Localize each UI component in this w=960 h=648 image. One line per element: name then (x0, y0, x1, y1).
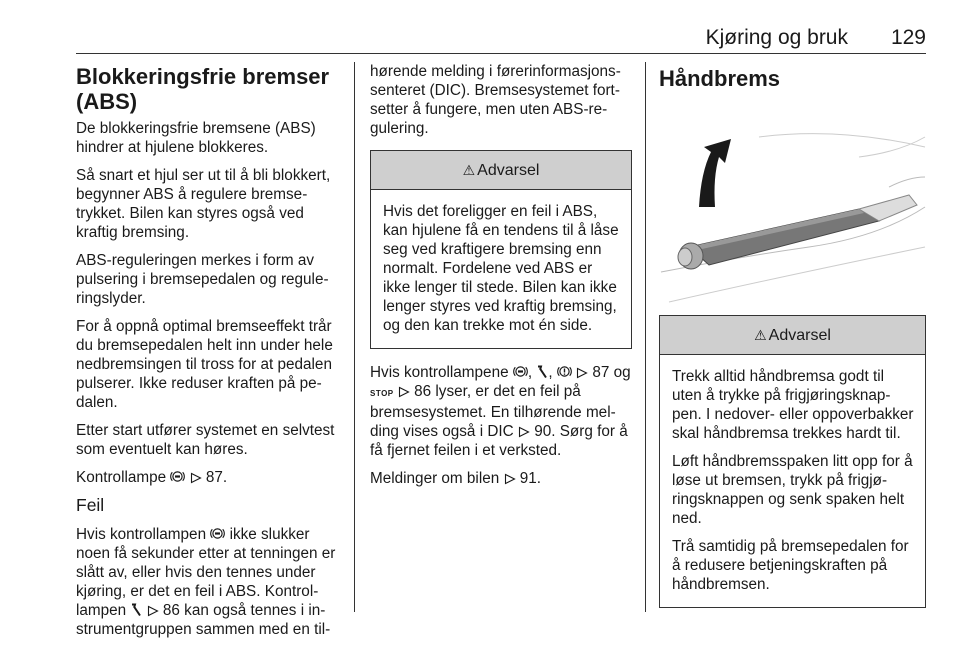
warning-header (371, 151, 631, 190)
page-reference-icon (147, 605, 159, 617)
column-3 (659, 62, 926, 622)
page-reference-icon (518, 426, 530, 438)
column-divider-1 (354, 62, 355, 612)
abs-warning-lamp-icon (513, 364, 528, 379)
text-span: 86 kan også tennes i instrumentgruppen sammen med en til- (76, 602, 331, 638)
section-title: Kjøring og bruk (705, 26, 848, 49)
column-divider-2 (645, 62, 646, 612)
page-reference-icon (576, 367, 588, 379)
page-header (76, 26, 926, 52)
abs-continued-paragraph: hørende melding i førerinformasjonssenteret (DIC). Bremsesystemet fortsetter å fungere, men uten ABS-regulering. (370, 63, 621, 137)
abs-paragraph-2: Så snart et hjul ser ut til å bli blokkert, begynner ABS å regulere bremsetrykket. Bilen kan styres også ved kraftig bremsing. (76, 167, 331, 241)
column-2 (370, 62, 632, 497)
fault-subheading: Feil (76, 495, 105, 515)
warning-text-3: Trå samtidig på bremsepedalen for å redusere betjeningskraften på håndbremsen. (672, 538, 909, 593)
text-span: ikke slukker noen få sekunder etter at tenningen er slått av, eller hvis den tennes under kjøring, er det en feil i ABS. Kontrollampen (76, 526, 336, 619)
handbrake-illustration (659, 97, 926, 309)
warning-body (660, 355, 925, 607)
warning-text-1: Trekk alltid håndbremsa godt til uten å trykke på frigjøringsknappen. I nedover- eller oppoverbakker skal håndbremsa trekkes hardt til. (672, 368, 914, 442)
text-span: Kontrollampe (76, 469, 167, 486)
text-span: Hvis kontrollampene (370, 364, 509, 381)
page-reference-icon (190, 472, 202, 484)
page-reference-icon (504, 473, 516, 485)
brake-fault-paragraph: Hvis kontrollampene , , 87 og STOP 86 lyser, er det en feil på bremsesystemet. En tilhørende melding vises også i DIC 90. Sørg for å få fjernet feilen i et verksted. (370, 364, 631, 459)
handbrake-warning-box (659, 315, 926, 608)
brake-warning-lamp-icon (557, 364, 572, 379)
fault-paragraph (76, 525, 340, 639)
warning-title: Advarsel (768, 326, 831, 344)
text-span: 90. Sørg for å få fjernet feilen i et verksted. (370, 423, 628, 459)
text-span: 87 og (592, 364, 631, 381)
page-reference-number: 91. (519, 470, 542, 487)
warning-triangle-icon: ⚠ (462, 161, 476, 178)
handbrake-drawing (659, 97, 926, 309)
abs-warning-box (370, 150, 632, 349)
wrench-icon (536, 365, 548, 379)
page-reference-number: 87. (205, 469, 228, 486)
abs-intro: De blokkeringsfrie bremsene (ABS) hindrer at hjulene blokkeres. (76, 120, 316, 156)
warning-title: Advarsel (477, 161, 540, 179)
warning-triangle-icon: ⚠ (754, 326, 767, 343)
vehicle-messages-paragraph (370, 469, 632, 488)
handbrake-heading: Håndbrems (659, 66, 781, 91)
column-1 (76, 62, 340, 648)
abs-warning-lamp-icon (210, 526, 225, 541)
warning-text-2: Løft håndbremsspaken litt opp for å løse ut bremsen, trykk på frigjøringsknappen og senk spaken helt ned. (672, 453, 913, 527)
abs-paragraph-3: ABS-reguleringen merkes i form av pulsering i bremsepedalen og reguleringslyder. (76, 252, 329, 307)
abs-heading: Blokkeringsfrie bremser (ABS) (76, 64, 330, 114)
wrench-icon (130, 603, 142, 617)
page-reference-icon (398, 386, 410, 398)
abs-warning-lamp-icon (170, 469, 185, 484)
text-span: Meldinger om bilen (370, 470, 500, 487)
page-number: 129 (890, 26, 926, 49)
warning-text: Hvis det foreligger en feil i ABS, kan hjulene få en tendens til å låse seg ved kraftigere bremsing enn normalt. Fordelene ved ABS er ikke lenger til stede. Bilen kan ikke lenger styres ved kraftig bremsing, og den kan trekke mot én side. (383, 203, 619, 334)
warning-header (660, 316, 925, 355)
abs-paragraph-5: Etter start utfører systemet en selvtest som eventuelt kan høres. (76, 422, 335, 458)
header-divider (76, 53, 926, 54)
stop-lamp-label: STOP (370, 389, 394, 398)
warning-body (371, 190, 631, 348)
abs-paragraph-6 (76, 468, 340, 487)
text-span: 86 lyser, er det en feil på bremsesystemet. En tilhørende melding vises også i DIC (370, 383, 616, 440)
text-span: Hvis kontrollampen (76, 526, 207, 543)
abs-paragraph-4: For å oppnå optimal bremseeffekt trår du bremsepedalen helt inn under hele nedbremsingen til tross for at pedalen pulserer. Ikke reduser kraften på pedalen. (76, 318, 333, 411)
